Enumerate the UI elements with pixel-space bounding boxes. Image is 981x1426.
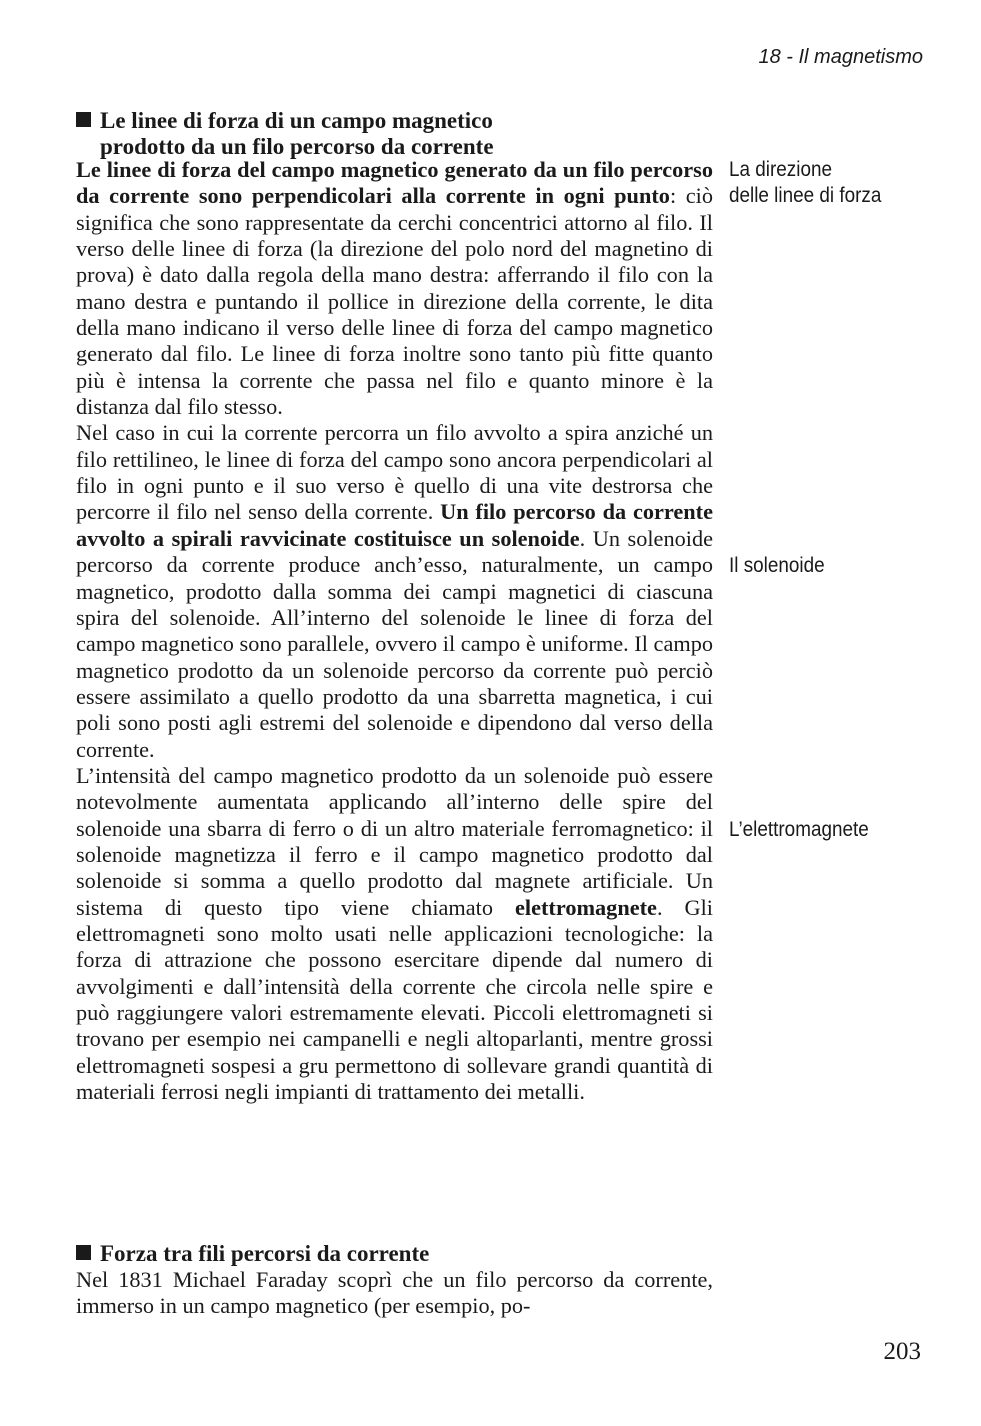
margin-note-electromagnet: L’elettromagnete [729, 818, 869, 841]
paragraph-field-lines [76, 157, 713, 420]
paragraph-faraday: Nel 1831 Michael Faraday scoprì che un filo percorso da corrente, immerso in un campo magnetico (per esempio, po- [76, 1267, 713, 1319]
section1-body [76, 157, 713, 1105]
section-heading-field-lines [76, 108, 716, 160]
bold-definition: Un filo percorso da corrente avvolto a spirali ravvicinate costituisce un solenoide [76, 499, 714, 551]
running-header: 18 - Il magnetismo [758, 46, 923, 68]
section2-body [76, 1267, 713, 1320]
paragraph-electromagnet [76, 763, 713, 1105]
section-heading-force-between-wires [76, 1241, 716, 1267]
square-bullet-icon [76, 112, 91, 127]
heading-line-1: Le linee di forza di un campo magnetico [100, 108, 493, 133]
bold-term: elettromagnete [514, 894, 657, 920]
paragraph-text: : ciò significa che sono rappresentate da cerchi concentrici attorno al filo. Il verso delle linee di forza (la direzione del polo nord del magnetino di prova) è dato dalla regola della mano destra: afferrando il filo con la mano destra e puntando il pollice in direzione della corrente, le dita della mano indicano il verso delle linee di forza del campo magnetico generato dal filo. Le linee di forza inoltre sono tanto più fitte quanto più è intensa la corrente che passa nel filo e quanto minore è la distanza dal filo stesso. [76, 183, 713, 420]
page-number: 203 [883, 1338, 921, 1365]
paragraph-text: L’intensità del campo magnetico prodotto da un solenoide può essere notevolmente aumentata applicando all’interno delle spire del solenoide una sbarra di ferro o di un altro materiale ferromagnetico: il solenoide magnetizza il ferro e il campo magnetico prodotto dal solenoide si somma a quello prodotto dal magnete artificiale. Un sistema di questo tipo viene chiamato [76, 762, 713, 920]
margin-note-direction [729, 157, 909, 209]
paragraph-solenoid [76, 420, 713, 762]
paragraph-text: . Gli elettromagneti sono molto usati nelle applicazioni tecnologiche: la forza di attrazione che possono esercitare dipende dal numero di avvolgimenti e dall’intensità della corrente che circola nelle spire e può raggiungere valori estremamente elevati. Piccoli elettromagneti si trovano per esempio nei campanelli e negli altoparlanti, mentre grossi elettromagneti sospesi a gru permettono di sollevare grandi quantità di materiali ferrosi negli impianti di trattamento dei metalli. [76, 894, 713, 1105]
paragraph-text: . Un solenoide percorso da corrente produce anch’esso, naturalmente, un campo magnetico, prodotto dalla somma dei campi magnetici di ciascuna spira del solenoide. All’interno del solenoide le linee di forza del campo magnetico sono parallele, ovvero il campo è uniforme. Il campo magnetico prodotto da un solenoide percorso da corrente può perciò essere assimilato a quello prodotto da una sbarretta magnetica, i cui poli sono posti agli estremi del solenoide e dipendono dal verso della corrente. [76, 525, 713, 762]
paragraph-text: Nel caso in cui la corrente percorra un filo avvolto a spira anziché un filo rettilineo, le linee di forza del campo sono ancora perpendicolari al filo in ogni punto e il suo verso è quello di una vite destrorsa che percorre il filo nel senso della corrente. [76, 420, 713, 525]
margin-note-line: La direzione [729, 158, 832, 181]
margin-note-solenoid: Il solenoide [729, 554, 825, 577]
square-bullet-icon [76, 1245, 91, 1260]
heading-line-2: prodotto da un filo percorso da corrente [100, 134, 494, 159]
bold-definition: Le linee di forza del campo magnetico generato da un filo percorso da corrente sono perpendicolari alla corrente in ogni punto [76, 157, 713, 209]
heading-text: Forza tra fili percorsi da corrente [100, 1241, 430, 1266]
margin-note-line: delle linee di forza [729, 184, 882, 207]
